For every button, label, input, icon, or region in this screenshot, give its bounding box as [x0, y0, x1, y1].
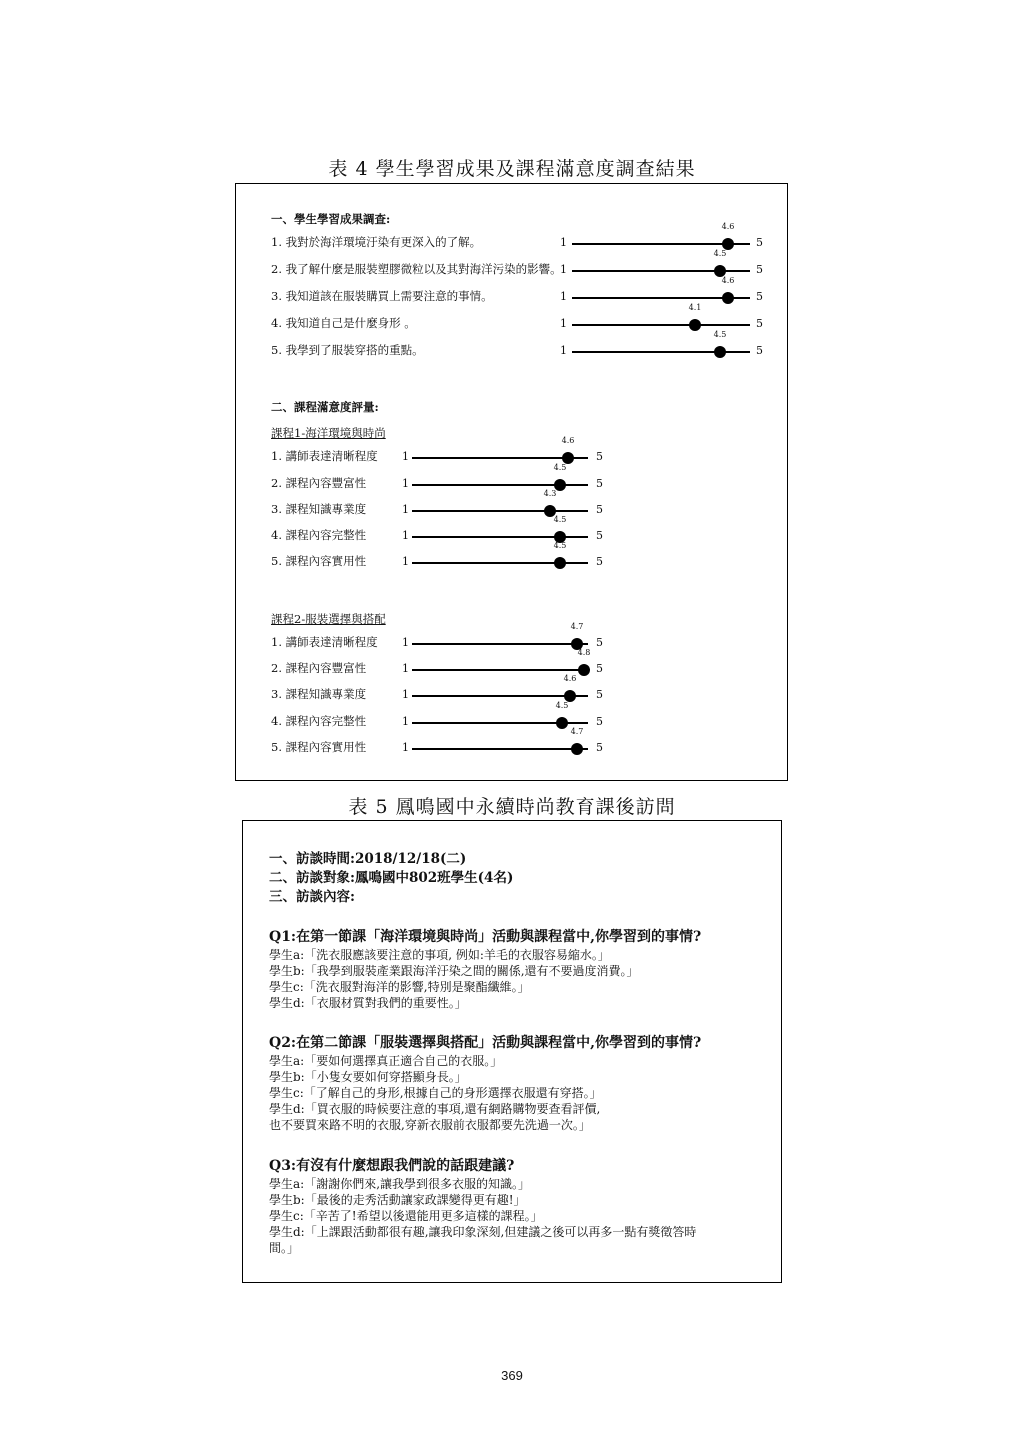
course1-item-label: 4. 課程內容完整性: [271, 528, 367, 542]
rating-value: 4.5: [713, 330, 727, 339]
rating-slider: 1 5 4.6: [560, 222, 763, 249]
question-q3: Q3:有沒有什麼想跟我們說的話跟建議?: [269, 1158, 515, 1174]
rating-slider: 1 5 4.1: [560, 303, 763, 330]
rating-slider: 1 5 4.7: [402, 727, 603, 754]
course1-title: 課程1-海洋環境與時尚: [271, 426, 386, 440]
answer-line: 學生b:「最後的走秀活動讓家政課變得更有趣!」: [269, 1193, 526, 1207]
part1-heading: 一、學生學習成果調查:: [271, 212, 391, 226]
rating-slider: 1 5 4.5: [560, 249, 763, 276]
rating-marker: [556, 717, 568, 729]
rating-value: 4.7: [570, 727, 584, 736]
rating-value: 4.5: [553, 515, 567, 524]
rating-slider: 1 5 4.8: [402, 648, 603, 675]
rating-value: 4.6: [721, 276, 735, 285]
rating-marker: [689, 319, 701, 331]
course1-item-label: 5. 課程內容實用性: [271, 554, 367, 568]
rating-value: 4.6: [563, 674, 577, 683]
rating-marker: [571, 743, 583, 755]
answer-line: 學生a:「謝謝你們來,讓我學到很多衣服的知識。」: [269, 1177, 531, 1191]
rating-slider: 1 5 4.7: [402, 622, 603, 649]
part1-item-label: 2. 我了解什麼是服裝塑膠微粒以及其對海洋污染的影響。: [271, 262, 562, 276]
part1-item-label: 5. 我學到了服裝穿搭的重點。: [271, 343, 424, 357]
rating-value: 4.1: [688, 303, 702, 312]
rating-value: 4.5: [555, 701, 569, 710]
rating-slider: 1 5 4.6: [402, 674, 603, 701]
rating-value: 4.6: [721, 222, 735, 231]
answer-line: 學生d:「衣服材質對我們的重要性。」: [269, 996, 467, 1010]
answer-line: 學生b:「小隻女要如何穿搭顯身長。」: [269, 1070, 467, 1084]
rating-slider: 1 5 4.3: [402, 489, 603, 516]
answer-line: 學生a:「洗衣服應該要注意的事項, 例如:羊毛的衣服容易縮水。」: [269, 948, 610, 962]
answer-line: 學生c:「洗衣服對海洋的影響,特別是聚酯纖維。」: [269, 980, 530, 994]
rating-slider: 1 5 4.6: [560, 276, 763, 303]
rating-value: 4.6: [561, 436, 575, 445]
course1-item-label: 1. 講師表達清晰程度: [271, 449, 378, 463]
course2-item-label: 5. 課程內容實用性: [271, 740, 367, 754]
rating-value: 4.3: [543, 489, 557, 498]
table5-caption: 表 5 鳳鳴國中永續時尚教育課後訪問: [348, 796, 676, 818]
rating-marker: [554, 557, 566, 569]
rating-marker: [714, 346, 726, 358]
rating-slider: 1 5 4.5: [402, 541, 603, 568]
rating-marker: [578, 664, 590, 676]
course1-item-label: 3. 課程知識專業度: [271, 502, 367, 516]
rating-slider: 1 5 4.5: [560, 330, 763, 357]
part1-item-label: 3. 我知道該在服裝購買上需要注意的事情。: [271, 289, 493, 303]
table4-caption: 表 4 學生學習成果及課程滿意度調查結果: [328, 158, 696, 180]
part1-item-label: 1. 我對於海洋環境汙染有更深入的了解。: [271, 235, 482, 249]
rating-value: 4.8: [577, 648, 591, 657]
rating-value: 4.5: [553, 463, 567, 472]
answer-line: 也不要買來路不明的衣服,穿新衣服前衣服都要先洗過一次。」: [269, 1118, 591, 1132]
rating-slider: 1 5 4.5: [402, 515, 603, 542]
interview-time: 一、訪談時間:2018/12/18(二): [269, 851, 467, 867]
answer-line: 間。」: [269, 1241, 300, 1255]
rating-marker: [722, 292, 734, 304]
rating-slider: 1 5 4.5: [402, 463, 603, 490]
question-q2: Q2:在第二節課「服裝選擇與搭配」活動與課程當中,你學習到的事情?: [269, 1035, 702, 1051]
answer-line: 學生d:「上課跟活動都很有趣,讓我印象深刻,但建議之後可以再多一點有獎徵答時: [269, 1225, 697, 1239]
answer-line: 學生c:「辛苦了!希望以後還能用更多這樣的課程。」: [269, 1209, 543, 1223]
answer-line: 學生a:「要如何選擇真正適合自己的衣服。」: [269, 1054, 503, 1068]
answer-line: 學生b:「我學到服裝產業跟海洋汙染之間的關係,還有不要過度消費。」: [269, 964, 639, 978]
rating-value: 4.7: [570, 622, 584, 631]
interview-subjects: 二、訪談對象:鳳鳴國中802班學生(4名): [269, 870, 514, 886]
rating-value: 4.5: [713, 249, 727, 258]
course2-item-label: 4. 課程內容完整性: [271, 714, 367, 728]
course2-item-label: 2. 課程內容豐富性: [271, 661, 367, 675]
question-q1: Q1:在第一節課「海洋環境與時尚」活動與課程當中,你學習到的事情?: [269, 929, 702, 945]
page-number: 369: [501, 1368, 523, 1383]
course1-item-label: 2. 課程內容豐富性: [271, 476, 367, 490]
rating-slider: 1 5 4.6: [402, 436, 603, 463]
table5-interview: [242, 820, 782, 1283]
rating-value: 4.5: [553, 541, 567, 550]
course2-title: 課程2-服裝選擇與搭配: [271, 612, 386, 626]
answer-line: 學生c:「了解自己的身形,根據自己的身形選擇衣服還有穿搭。」: [269, 1086, 602, 1100]
course2-item-label: 1. 講師表達清晰程度: [271, 635, 378, 649]
table4-figure: [235, 183, 788, 781]
answer-line: 學生d:「買衣服的時候要注意的事項,還有網路購物要查看評價,: [269, 1102, 601, 1116]
part1-item-label: 4. 我知道自己是什麼身形 。: [271, 316, 416, 330]
interview-content-heading: 三、訪談內容:: [269, 889, 355, 905]
course2-item-label: 3. 課程知識專業度: [271, 687, 367, 701]
rating-slider: 1 5 4.5: [402, 701, 603, 728]
part2-heading: 二、課程滿意度評量:: [271, 400, 379, 414]
